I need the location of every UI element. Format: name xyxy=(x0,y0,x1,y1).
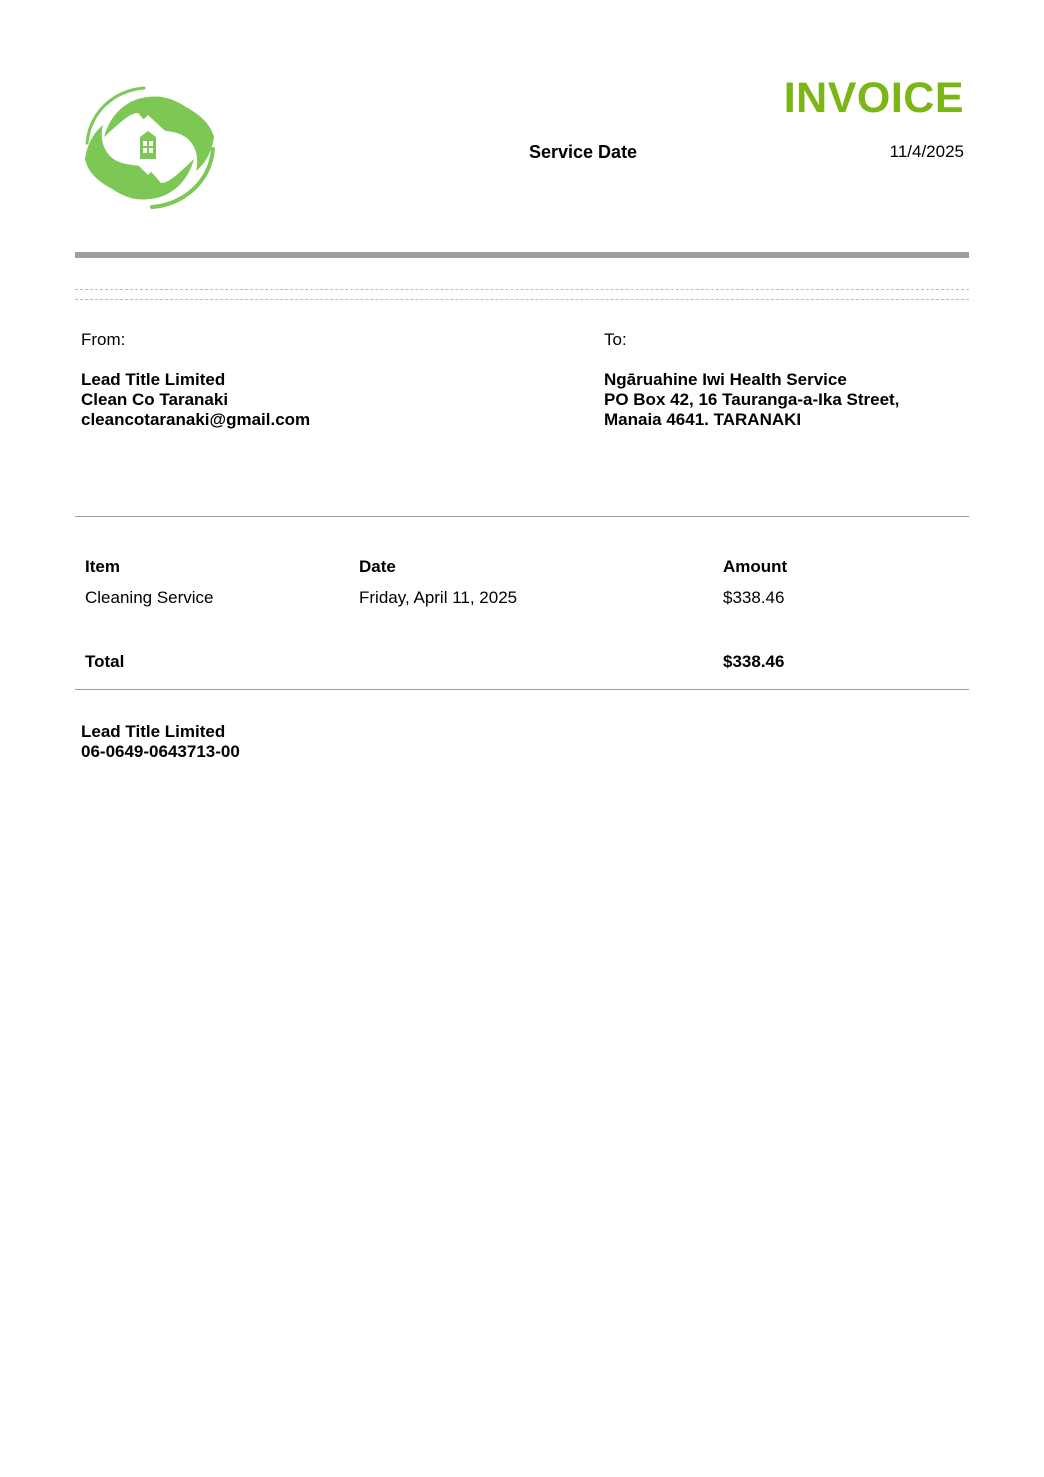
house-in-hands-logo-icon xyxy=(82,85,217,211)
to-line: Manaia 4641. TARANAKI xyxy=(604,410,802,429)
to-address xyxy=(604,370,899,430)
table-cell-date: Friday, April 11, 2025 xyxy=(359,588,518,607)
header-divider xyxy=(75,252,969,258)
payment-details xyxy=(81,722,240,762)
table-header-date: Date xyxy=(359,557,396,576)
service-date-value: 11/4/2025 xyxy=(889,142,964,161)
table-bottom-divider xyxy=(75,689,969,690)
table-header-amount: Amount xyxy=(723,557,788,576)
table-cell-amount: $338.46 xyxy=(723,588,785,607)
from-email: cleancotaranaki@gmail.com xyxy=(81,410,311,429)
total-label: Total xyxy=(85,652,125,671)
to-line: Ngāruahine Iwi Health Service xyxy=(604,370,847,389)
from-line: Clean Co Taranaki xyxy=(81,390,229,409)
to-line: PO Box 42, 16 Tauranga-a-Ika Street, xyxy=(604,390,900,409)
from-address xyxy=(81,370,310,430)
from-label: From: xyxy=(81,330,126,349)
service-date-label: Service Date xyxy=(529,142,638,162)
account-name: Lead Title Limited xyxy=(81,722,226,741)
dashed-divider xyxy=(75,289,969,290)
table-cell-item: Cleaning Service xyxy=(85,588,214,607)
invoice-title: INVOICE xyxy=(783,74,964,122)
from-line: Lead Title Limited xyxy=(81,370,226,389)
dashed-divider xyxy=(75,299,969,300)
total-amount: $338.46 xyxy=(723,652,785,671)
table-header-item: Item xyxy=(85,557,120,576)
to-label: To: xyxy=(604,330,627,349)
table-top-divider xyxy=(75,516,969,517)
account-number: 06-0649-0643713-00 xyxy=(81,742,240,761)
